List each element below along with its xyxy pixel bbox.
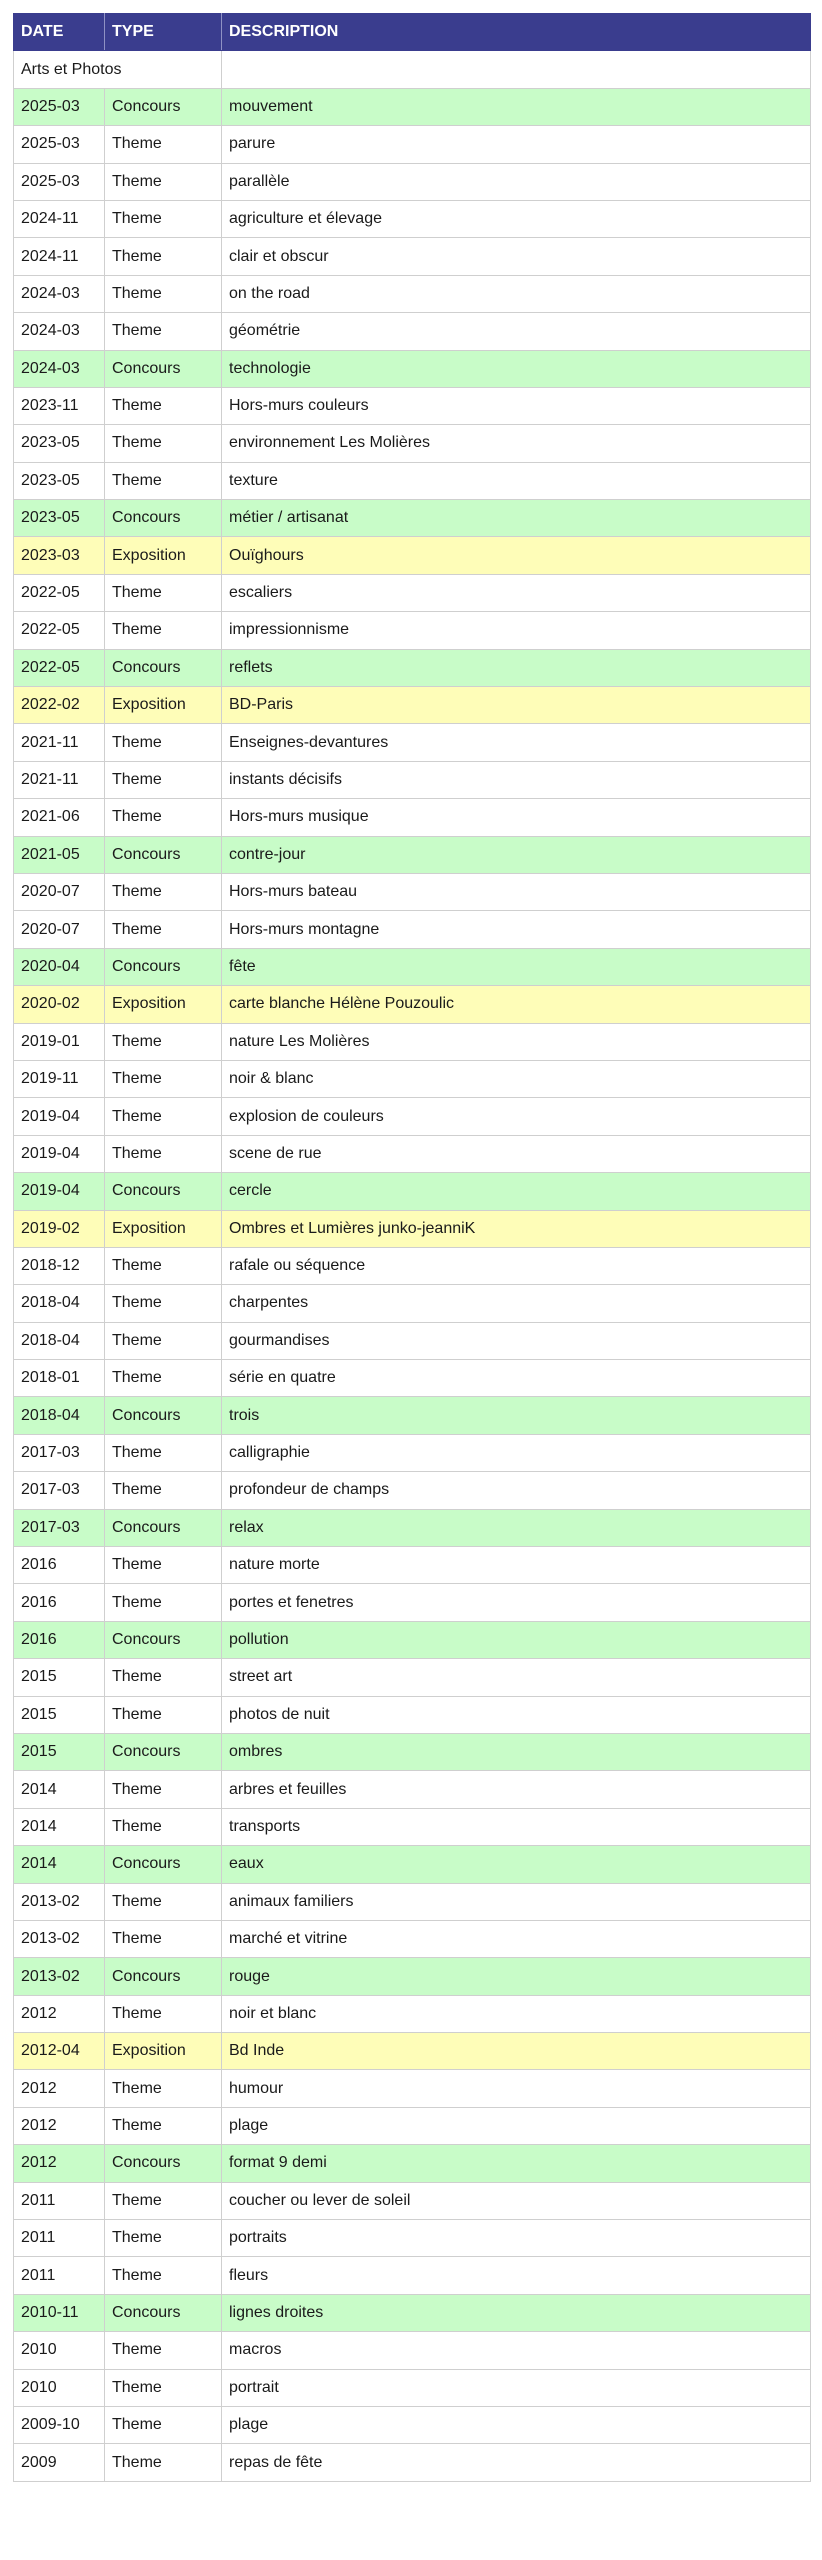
cell-type: Concours (105, 1509, 222, 1546)
cell-description: clair et obscur (222, 238, 811, 275)
cell-type: Theme (105, 574, 222, 611)
table-row (14, 911, 811, 948)
cell-type: Theme (105, 1060, 222, 1097)
cell-date: 2013-02 (14, 1920, 105, 1957)
cell-date: 2016 (14, 1547, 105, 1584)
cell-description: transports (222, 1808, 811, 1845)
cell-type: Exposition (105, 2033, 222, 2070)
cell-type: Concours (105, 1397, 222, 1434)
cell-date: 2019-04 (14, 1098, 105, 1135)
cell-description: Hors-murs couleurs (222, 387, 811, 424)
cell-date: 2020-07 (14, 911, 105, 948)
cell-type: Concours (105, 948, 222, 985)
table-row (14, 163, 811, 200)
cell-description: portrait (222, 2369, 811, 2406)
cell-description: ombres (222, 1733, 811, 1770)
table-row (14, 2107, 811, 2144)
cell-date: 2009-10 (14, 2407, 105, 2444)
cell-description: impressionnisme (222, 612, 811, 649)
table-row (14, 1621, 811, 1658)
cell-type: Exposition (105, 537, 222, 574)
cell-type: Theme (105, 1360, 222, 1397)
cell-type: Theme (105, 462, 222, 499)
cell-type: Theme (105, 2220, 222, 2257)
cell-date: 2022-05 (14, 612, 105, 649)
table-row (14, 1210, 811, 1247)
cell-date: 2010-11 (14, 2294, 105, 2331)
cell-description: parallèle (222, 163, 811, 200)
cell-date: 2020-04 (14, 948, 105, 985)
section-title: Arts et Photos (14, 51, 222, 88)
table-row (14, 1247, 811, 1284)
cell-type: Theme (105, 2107, 222, 2144)
cell-type: Concours (105, 500, 222, 537)
table-row (14, 1397, 811, 1434)
table-row (14, 1733, 811, 1770)
cell-date: 2023-05 (14, 425, 105, 462)
cell-description: texture (222, 462, 811, 499)
cell-date: 2014 (14, 1808, 105, 1845)
table-row (14, 724, 811, 761)
table-row (14, 1958, 811, 1995)
header-row (14, 14, 811, 51)
cell-date: 2023-05 (14, 500, 105, 537)
table-row (14, 88, 811, 125)
cell-description: Hors-murs montagne (222, 911, 811, 948)
cell-date: 2025-03 (14, 88, 105, 125)
cell-date: 2024-03 (14, 275, 105, 312)
cell-date: 2023-05 (14, 462, 105, 499)
cell-date: 2024-03 (14, 350, 105, 387)
cell-type: Theme (105, 612, 222, 649)
table-row (14, 425, 811, 462)
cell-date: 2023-11 (14, 387, 105, 424)
cell-description: technologie (222, 350, 811, 387)
table-row (14, 1920, 811, 1957)
cell-description: métier / artisanat (222, 500, 811, 537)
cell-type: Concours (105, 1846, 222, 1883)
cell-date: 2014 (14, 1846, 105, 1883)
cell-description: animaux familiers (222, 1883, 811, 1920)
cell-type: Theme (105, 2444, 222, 2481)
table-row (14, 1472, 811, 1509)
column-header-date[interactable]: DATE (14, 14, 105, 51)
table-row (14, 1509, 811, 1546)
cell-date: 2021-11 (14, 761, 105, 798)
cell-date: 2024-11 (14, 200, 105, 237)
cell-date: 2015 (14, 1733, 105, 1770)
table-row (14, 1846, 811, 1883)
cell-type: Concours (105, 1958, 222, 1995)
cell-description: noir & blanc (222, 1060, 811, 1097)
cell-description: Bd Inde (222, 2033, 811, 2070)
cell-description: format 9 demi (222, 2145, 811, 2182)
cell-type: Theme (105, 1808, 222, 1845)
cell-type: Theme (105, 873, 222, 910)
column-header-type[interactable]: TYPE (105, 14, 222, 51)
table-row (14, 2033, 811, 2070)
table-row (14, 462, 811, 499)
cell-date: 2022-05 (14, 649, 105, 686)
table-row (14, 500, 811, 537)
cell-date: 2014 (14, 1771, 105, 1808)
cell-date: 2015 (14, 1696, 105, 1733)
cell-description: série en quatre (222, 1360, 811, 1397)
cell-date: 2012 (14, 2070, 105, 2107)
table-row (14, 1584, 811, 1621)
cell-date: 2019-04 (14, 1135, 105, 1172)
table-row (14, 649, 811, 686)
cell-type: Theme (105, 1247, 222, 1284)
cell-type: Concours (105, 1733, 222, 1770)
table-row (14, 799, 811, 836)
table-row (14, 387, 811, 424)
cell-date: 2016 (14, 1621, 105, 1658)
table-row (14, 1285, 811, 1322)
cell-type: Concours (105, 1173, 222, 1210)
table-row (14, 1808, 811, 1845)
cell-description: lignes droites (222, 2294, 811, 2331)
table-row (14, 1883, 811, 1920)
cell-type: Theme (105, 1472, 222, 1509)
cell-description: Hors-murs musique (222, 799, 811, 836)
table-body (14, 51, 811, 2481)
cell-type: Theme (105, 2257, 222, 2294)
cell-type: Theme (105, 200, 222, 237)
cell-date: 2019-04 (14, 1173, 105, 1210)
cell-type: Theme (105, 387, 222, 424)
cell-description: coucher ou lever de soleil (222, 2182, 811, 2219)
cell-type: Theme (105, 1135, 222, 1172)
table-row (14, 200, 811, 237)
cell-type: Theme (105, 425, 222, 462)
cell-description: profondeur de champs (222, 1472, 811, 1509)
cell-description: escaliers (222, 574, 811, 611)
cell-date: 2013-02 (14, 1958, 105, 1995)
cell-description: repas de fête (222, 2444, 811, 2481)
cell-type: Theme (105, 2407, 222, 2444)
cell-description: explosion de couleurs (222, 1098, 811, 1135)
table-row (14, 2145, 811, 2182)
cell-date: 2018-12 (14, 1247, 105, 1284)
cell-type: Theme (105, 911, 222, 948)
cell-date: 2011 (14, 2182, 105, 2219)
table-row (14, 1771, 811, 1808)
cell-type: Theme (105, 126, 222, 163)
cell-description: nature morte (222, 1547, 811, 1584)
cell-date: 2021-06 (14, 799, 105, 836)
events-table (13, 13, 811, 2482)
cell-description: pollution (222, 1621, 811, 1658)
table-row (14, 612, 811, 649)
cell-date: 2010 (14, 2332, 105, 2369)
cell-type: Exposition (105, 687, 222, 724)
cell-type: Concours (105, 836, 222, 873)
cell-date: 2020-02 (14, 986, 105, 1023)
table-row (14, 1696, 811, 1733)
cell-description: scene de rue (222, 1135, 811, 1172)
table-row (14, 1995, 811, 2032)
cell-date: 2020-07 (14, 873, 105, 910)
cell-date: 2012 (14, 2145, 105, 2182)
cell-type: Concours (105, 1621, 222, 1658)
cell-description: photos de nuit (222, 1696, 811, 1733)
table-row (14, 2444, 811, 2481)
cell-date: 2022-02 (14, 687, 105, 724)
cell-date: 2017-03 (14, 1472, 105, 1509)
cell-date: 2024-11 (14, 238, 105, 275)
table-row (14, 1135, 811, 1172)
table-row (14, 2294, 811, 2331)
table-row (14, 1322, 811, 1359)
table-row (14, 1360, 811, 1397)
cell-type: Theme (105, 724, 222, 761)
table-row (14, 2369, 811, 2406)
cell-type: Theme (105, 1771, 222, 1808)
column-header-description[interactable]: DESCRIPTION (222, 14, 811, 51)
cell-date: 2018-04 (14, 1322, 105, 1359)
cell-description: arbres et feuilles (222, 1771, 811, 1808)
cell-description: instants décisifs (222, 761, 811, 798)
cell-description: fleurs (222, 2257, 811, 2294)
table-row (14, 126, 811, 163)
table-row (14, 275, 811, 312)
table-row (14, 1659, 811, 1696)
table-row (14, 1098, 811, 1135)
table-row (14, 350, 811, 387)
cell-date: 2025-03 (14, 126, 105, 163)
cell-description: cercle (222, 1173, 811, 1210)
cell-description: rafale ou séquence (222, 1247, 811, 1284)
cell-type: Theme (105, 275, 222, 312)
cell-date: 2019-02 (14, 1210, 105, 1247)
cell-description: portes et fenetres (222, 1584, 811, 1621)
cell-description: charpentes (222, 1285, 811, 1322)
table-row (14, 948, 811, 985)
cell-description: macros (222, 2332, 811, 2369)
cell-type: Concours (105, 649, 222, 686)
cell-description: reflets (222, 649, 811, 686)
cell-type: Theme (105, 1584, 222, 1621)
cell-description: nature Les Molières (222, 1023, 811, 1060)
cell-date: 2019-11 (14, 1060, 105, 1097)
cell-date: 2018-04 (14, 1397, 105, 1434)
cell-type: Theme (105, 2369, 222, 2406)
cell-date: 2012-04 (14, 2033, 105, 2070)
cell-type: Concours (105, 2145, 222, 2182)
cell-date: 2010 (14, 2369, 105, 2406)
cell-type: Theme (105, 1098, 222, 1135)
table-row (14, 2220, 811, 2257)
cell-type: Theme (105, 1659, 222, 1696)
cell-description: parure (222, 126, 811, 163)
cell-description: noir et blanc (222, 1995, 811, 2032)
cell-date: 2019-01 (14, 1023, 105, 1060)
cell-description: contre-jour (222, 836, 811, 873)
table-row (14, 313, 811, 350)
cell-type: Theme (105, 1023, 222, 1060)
cell-type: Theme (105, 799, 222, 836)
cell-type: Theme (105, 761, 222, 798)
cell-type: Theme (105, 2182, 222, 2219)
table-row (14, 986, 811, 1023)
cell-description: gourmandises (222, 1322, 811, 1359)
cell-type: Theme (105, 1920, 222, 1957)
cell-description: BD-Paris (222, 687, 811, 724)
cell-type: Theme (105, 1285, 222, 1322)
cell-date: 2016 (14, 1584, 105, 1621)
cell-type: Concours (105, 350, 222, 387)
table-row (14, 873, 811, 910)
cell-description: Ouïghours (222, 537, 811, 574)
table-row (14, 2070, 811, 2107)
cell-description: rouge (222, 1958, 811, 1995)
cell-date: 2017-03 (14, 1434, 105, 1471)
cell-description: agriculture et élevage (222, 200, 811, 237)
cell-description: marché et vitrine (222, 1920, 811, 1957)
table-row (14, 1547, 811, 1584)
cell-description: street art (222, 1659, 811, 1696)
cell-type: Concours (105, 2294, 222, 2331)
cell-date: 2018-01 (14, 1360, 105, 1397)
cell-date: 2015 (14, 1659, 105, 1696)
cell-type: Theme (105, 313, 222, 350)
cell-date: 2012 (14, 2107, 105, 2144)
cell-description: calligraphie (222, 1434, 811, 1471)
section-row (14, 51, 811, 88)
cell-date: 2024-03 (14, 313, 105, 350)
cell-type: Theme (105, 1696, 222, 1733)
table-row (14, 537, 811, 574)
cell-date: 2011 (14, 2257, 105, 2294)
cell-type: Theme (105, 1995, 222, 2032)
cell-description: géométrie (222, 313, 811, 350)
table-row (14, 574, 811, 611)
table-row (14, 2407, 811, 2444)
cell-date: 2021-05 (14, 836, 105, 873)
table-row (14, 1060, 811, 1097)
cell-date: 2012 (14, 1995, 105, 2032)
cell-description: plage (222, 2407, 811, 2444)
cell-date: 2023-03 (14, 537, 105, 574)
table-row (14, 836, 811, 873)
table-row (14, 2332, 811, 2369)
cell-description: on the road (222, 275, 811, 312)
cell-type: Theme (105, 163, 222, 200)
cell-type: Theme (105, 1434, 222, 1471)
cell-description: Enseignes-devantures (222, 724, 811, 761)
table-row (14, 1023, 811, 1060)
cell-description: carte blanche Hélène Pouzoulic (222, 986, 811, 1023)
cell-type: Concours (105, 88, 222, 125)
cell-description: eaux (222, 1846, 811, 1883)
cell-type: Theme (105, 2332, 222, 2369)
cell-description: mouvement (222, 88, 811, 125)
cell-date: 2022-05 (14, 574, 105, 611)
cell-description: fête (222, 948, 811, 985)
cell-type: Theme (105, 1883, 222, 1920)
table-header (14, 14, 811, 51)
cell-date: 2013-02 (14, 1883, 105, 1920)
cell-type: Theme (105, 1322, 222, 1359)
table-row (14, 2182, 811, 2219)
cell-type: Exposition (105, 1210, 222, 1247)
table-row (14, 2257, 811, 2294)
table-row (14, 761, 811, 798)
cell-description: portraits (222, 2220, 811, 2257)
cell-type: Theme (105, 238, 222, 275)
cell-type: Theme (105, 1547, 222, 1584)
section-empty-cell (222, 51, 811, 88)
table-row (14, 1173, 811, 1210)
cell-description: Ombres et Lumières junko-jeanniK (222, 1210, 811, 1247)
cell-date: 2021-11 (14, 724, 105, 761)
cell-description: Hors-murs bateau (222, 873, 811, 910)
cell-description: humour (222, 2070, 811, 2107)
table-row (14, 238, 811, 275)
cell-description: trois (222, 1397, 811, 1434)
cell-description: environnement Les Molières (222, 425, 811, 462)
cell-description: plage (222, 2107, 811, 2144)
cell-date: 2025-03 (14, 163, 105, 200)
cell-description: relax (222, 1509, 811, 1546)
cell-type: Theme (105, 2070, 222, 2107)
cell-type: Exposition (105, 986, 222, 1023)
cell-date: 2009 (14, 2444, 105, 2481)
cell-date: 2018-04 (14, 1285, 105, 1322)
table-row (14, 1434, 811, 1471)
table-row (14, 687, 811, 724)
cell-date: 2011 (14, 2220, 105, 2257)
cell-date: 2017-03 (14, 1509, 105, 1546)
